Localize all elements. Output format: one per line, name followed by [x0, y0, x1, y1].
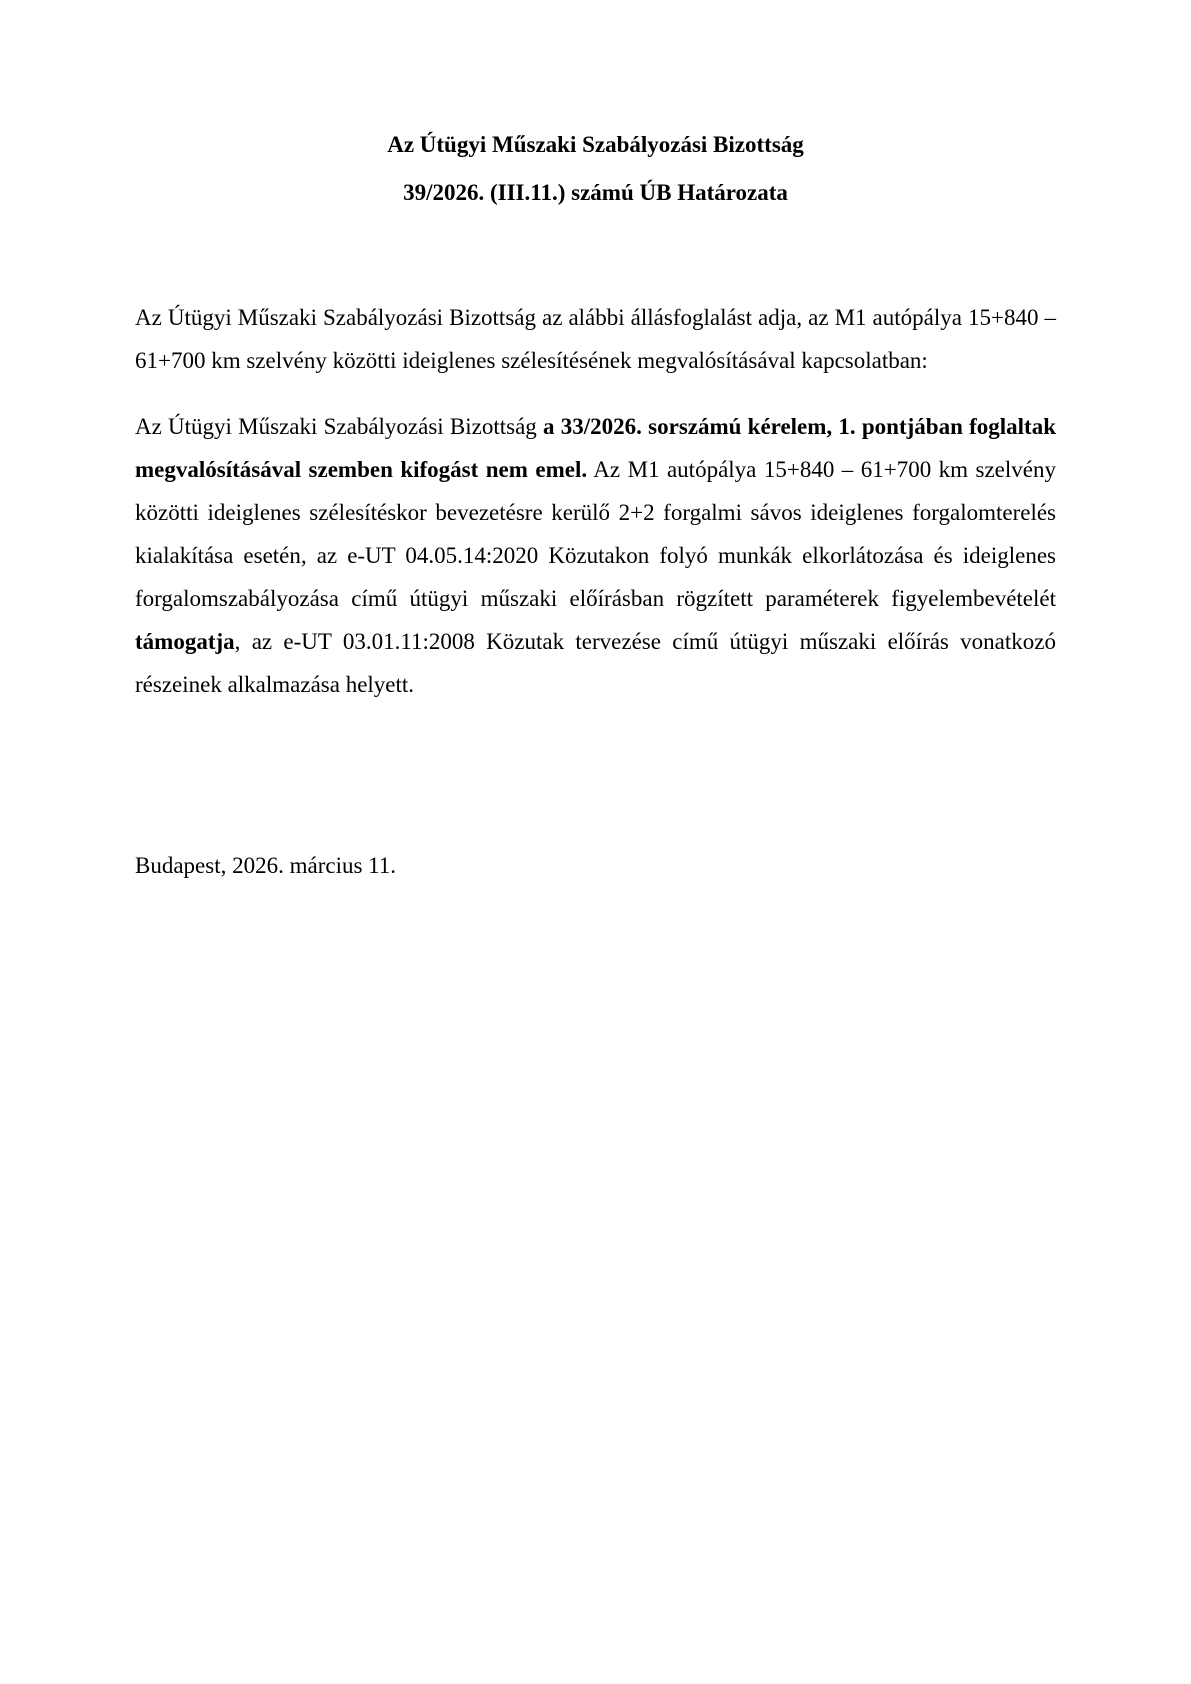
- paragraph-decision: [135, 405, 1056, 706]
- document-content: [135, 0, 1056, 910]
- paragraph-intro: Az Útügyi Műszaki Szabályozási Bizottság az alábbi állásfoglalást adja, az M1 autópálya 15+840 – 61+700 km szelvény közötti ideiglenes szélesítésének megvalósításával kapcsolatban:: [135, 305, 1056, 373]
- decision-text-normal-2: Az M1 autópálya 15+840 – 61+700 km szelvény közötti ideiglenes szélesítéskor bevezetésre kerülő 2+2 forgalmi sávos ideiglenes forgalomterelés kialakítása esetén, az e-UT 04.05.14:2020 Közutakon folyó munkák elkorlátozása és ideiglenes forgalomszabályozása című útügyi műszaki előírásban rögzített paraméterek figyelembevételét: [135, 457, 1056, 611]
- decision-text-bold-2: támogatja: [135, 629, 235, 654]
- document-title-line1: Az Útügyi Műszaki Szabályozási Bizottság: [387, 132, 804, 157]
- decision-text-normal-3: , az e-UT 03.01.11:2008 Közutak tervezése című útügyi műszaki előírás vonatkozó részeinek alkalmazása helyett.: [135, 629, 1056, 697]
- decision-text-normal-1: Az Útügyi Műszaki Szabályozási Bizottság: [135, 414, 544, 439]
- document-title-line2: 39/2026. (III.11.) számú ÚB Határozata: [403, 180, 788, 205]
- decision-text-bold-1: a 33/2026. sorszámú kérelem, 1. pontjában foglaltak megvalósításával szemben kifogást nem emel.: [135, 414, 1056, 482]
- date-line: Budapest, 2026. március 11.: [135, 853, 397, 878]
- document-title-block: [135, 130, 1056, 208]
